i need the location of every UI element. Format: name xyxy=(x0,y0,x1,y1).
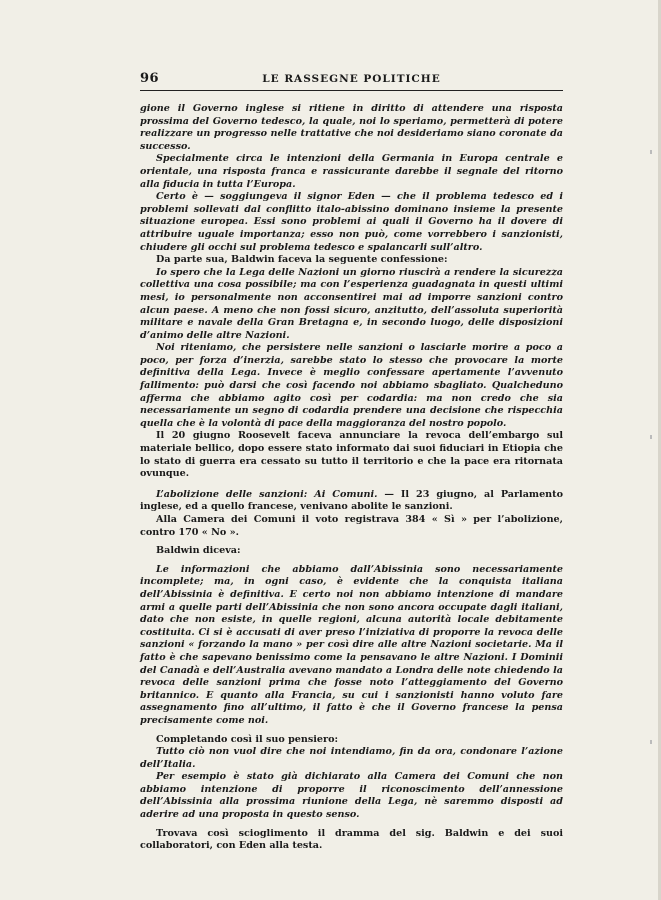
scan-mark xyxy=(650,435,652,439)
running-title: LE RASSEGNE POLITICHE xyxy=(262,73,441,85)
body-text xyxy=(140,103,563,853)
quote-paragraph: Per esempio è stato già dichiarato alla Camera dei Comuni che non abbiamo intenzione di proporre il riconoscimento dell’annessione dell’Abissinia alla prossima riunione della Lega, nè saremmo disposti ad aderire ad una proposta in questo senso. xyxy=(140,771,563,821)
paragraph: Baldwin diceva: xyxy=(156,545,241,557)
header-rule xyxy=(140,90,563,91)
paragraph: Trovava così scioglimento il dramma del sig. Baldwin e dei suoi collaboratori, con Eden alla testa. xyxy=(140,827,563,852)
paragraph: Specialmente circa le intenzioni della Germania in Europa centrale e orientale, una risposta franca e rassicurante darebbe il segnale del ritorno alla fiducia in tutta l’Europa. xyxy=(140,153,563,190)
quote-paragraph: Io spero che la Lega delle Nazioni un giorno riuscirà a rendere la sicurezza collettiva una cosa possibile; ma con l’esperienza guadagnata in questi ultimi mesi, io personalmente non acconsentirei mai ad imporre sanzioni contro alcun paese. A meno che non fossi sicuro, anzitutto, dell’assoluta superiorità militare e navale della Gran Bretagna e, in secondo luogo, delle disposizioni d’animo delle altre Nazioni. xyxy=(140,266,563,341)
section-paragraph xyxy=(140,489,563,514)
paragraph: Certo è — soggiungeva il signor Eden — che il problema tedesco ed i problemi sollevati dal conflitto italo-abissino dominano insieme la presente situazione europea. Essi sono problemi ai quali il Governo ha il dovere di attribuire uguale importanza; esso non può, come vorrebbero i sanzionisti, chiudere gli occhi sul problema tedesco e spalancarli sull’altro. xyxy=(140,191,563,253)
quote-paragraph: Tutto ciò non vuol dire che noi intendiamo, fin da ora, condonare l’azione dell’Italia. xyxy=(140,746,563,770)
quote-paragraph: Noi riteniamo, che persistere nelle sanzioni o lasciarle morire a poco a poco, per forza d’inerzia, sarebbe stato lo stesso che provocare la morte definitiva della Lega. Invece è meglio confessare apertamente l’avvenuto fallimento: può darsi che così facendo noi abbiamo sbagliato. Qualcheduno afferma che abbiamo agito così per codardia: ma non credo che sia necessariamente un segno di codardia prendere una decisione che rispecchia quella che è la volontà di pace della maggioranza del nostro popolo. xyxy=(140,342,563,429)
page-number: 96 xyxy=(140,71,160,86)
scan-mark xyxy=(650,150,652,154)
paragraph: Il 20 giugno Roosevelt faceva annunciare la revoca dell’embargo sul materiale bellico, dopo essere stato informato dai suoi fiduciari in Etiopia che lo stato di guerra era cessato su tutto il territorio e che la pace era ritornata ovunque. xyxy=(140,430,563,480)
section-text: — Il 23 giugno, al Parlamento inglese, ed a quello francese, venivano abolite le sanzioni. xyxy=(140,488,563,513)
scan-mark xyxy=(650,740,652,744)
paragraph: Da parte sua, Baldwin faceva la seguente confessione: xyxy=(156,254,448,266)
paragraph: gione il Governo inglese si ritiene in diritto di attendere una risposta prossima del Governo tedesco, la quale, noi lo speriamo, permetterà di potere realizzare un progresso nelle trattative che noi desideriamo siano coronate da successo. xyxy=(140,103,563,152)
section-heading: L’abolizione delle sanzioni: Ai Comuni. xyxy=(156,488,378,500)
quote-paragraph: Le informazioni che abbiamo dall’Abissinia sono necessariamente incomplete; ma, in ogni caso, è evidente che la conquista italiana dell’Abissinia è definitiva. E certo noi non abbiamo intenzione di mandare armi a quelle parti dell’Abissinia che non sono ancora occupate dagli italiani, dato che non esiste, in quelle regioni, alcuna autorità locale debitamente costituita. Ci si è accusati di aver preso l’iniziativa di proporre la revoca delle sanzioni « forzando la mano » per così dire alle altre Nazioni societarie. Ma il fatto è che sapevano benissimo come la pensavano le altre Nazioni. I Dominii del Canadà e dell’Australia avevano mandato a Londra delle note chiedendo la revoca delle sanzioni prima che fosse noto l’atteggiamento del Governo britannico. E quanto alla Francia, su cui i sanzionisti hanno voluto fare assegnamento fino all’ultimo, il fatto è che il Governo francese la pensa precisamente come noi. xyxy=(140,563,563,726)
paragraph: Completando così il suo pensiero: xyxy=(156,733,339,745)
paragraph: Alla Camera dei Comuni il voto registrava 384 « Sì » per l’abolizione, contro 170 « No ». xyxy=(140,514,563,538)
